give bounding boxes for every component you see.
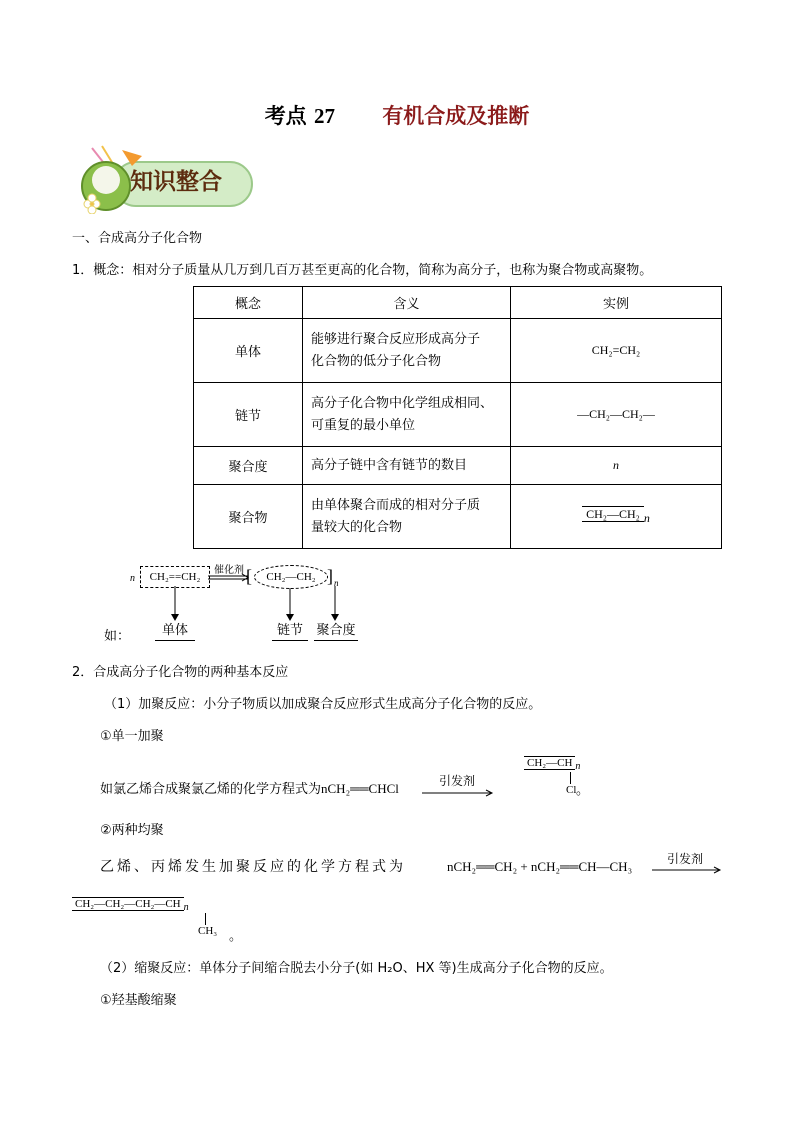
copolymer-bond [205,913,206,925]
diagram-unit: CH₂—CH₂ [254,565,328,589]
arrow-head-icon [286,614,294,621]
copolymer-structure [72,898,189,913]
table-cell-name: 聚合物 [194,485,303,549]
table-cell-name: 聚合度 [194,447,303,485]
pvc-chain: CH₂—CH [524,756,575,770]
copolymer-chain: CH₂—CH₂—CH₂—CH [72,897,184,911]
hydroxy-acid-title: ①羟基酸缩聚 [100,993,177,1008]
initiator-label-2: 引发剂 [666,852,703,866]
arrow-head-icon [331,614,339,621]
table-header: 含义 [303,287,511,319]
meaning-line: 化合物的低分子化合物 [311,353,442,369]
diagram-label-unit: 链节 [272,622,308,641]
table-row [194,319,722,383]
diagram-example-label: 如： [104,629,131,644]
diagram-bracket-left: [ [246,566,252,586]
table-row [194,383,722,447]
table-cell-example [511,485,722,549]
meaning-line: 可重复的最小单位 [311,417,416,433]
single-addition-text: 如氯乙烯合成聚氯乙烯的化学方程式为 [100,782,322,797]
arrow-head-icon [171,614,179,621]
meaning-line: 能够进行聚合反应形成高分子 [311,331,481,347]
two-addition-title: ②两种均聚 [100,823,164,838]
end-mark-2: 。 [229,929,243,944]
diagram-sub-n: n [334,578,339,588]
meaning-line: 由单体聚合而成的相对分子质 [311,497,481,513]
table-cell-example: n [511,447,722,485]
polymer-formula: CH₂—CH₂ [582,506,644,522]
table-header-row [194,287,722,319]
page-title [0,100,794,130]
table-cell-example: CH₂=CH₂ [511,319,722,383]
section1-heading: 一、合成高分子化合物 [72,231,203,246]
concept-table [193,286,722,549]
diagram-catalyst: 催化剂 [214,565,244,576]
pvc-bond [570,772,571,784]
table-cell-meaning [303,485,511,549]
table-row [194,485,722,549]
two-addition-formula: nCH₂══CH₂ + nCH₂══CH—CH₃ [447,859,633,874]
diagram-bracket-right: ] [327,566,333,586]
diagram-n: n [130,573,135,584]
section1-paragraph: 1．概念：相对分子质量从几万到几百万甚至更高的化合物，简称为高分子，也称为聚合物或高聚物。 [72,263,653,278]
addition-definition: （1）加聚反应：小分子物质以加成聚合反应形式生成高分子化合物的反应。 [104,697,542,712]
pvc-n: n [575,761,581,772]
table-cell-name: 链节 [194,383,303,447]
table-header: 实例 [511,287,722,319]
meaning-line: 量较大的化合物 [311,519,403,535]
diagram-label-degree: 聚合度 [314,622,358,641]
reaction-arrow-icon [652,866,722,874]
condensation-definition: （2）缩聚反应：单体分子间缩合脱去小分子(如 H₂O、HX 等)生成高分子化合物的反应。 [100,961,613,976]
title-prefix: 考点 [264,104,307,128]
meaning-line: 高分子化合物中化学组成相同、 [311,395,494,411]
table-cell-meaning: 高分子链中含有链节的数目 [303,447,511,485]
table-cell-meaning [303,319,511,383]
table-header: 概念 [194,287,303,319]
table-row [194,447,722,485]
single-addition-title: ①单一加聚 [100,729,164,744]
diagram-arrows [160,586,350,626]
title-number: 27 [314,104,335,128]
reaction-arrow-icon [422,789,494,797]
pvc-cl: Cl [566,784,577,796]
single-addition-sentence [100,780,399,799]
two-addition-text: 乙烯、丙烯发生加聚反应的化学方程式为 [100,859,406,875]
polymer-subscript: n [643,511,650,525]
pvc-structure [524,757,580,772]
table-cell-name: 单体 [194,319,303,383]
diagram-monomer: CH₂==CH₂ [140,566,210,588]
section2-heading: 2．合成高分子化合物的两种基本反应 [72,665,289,680]
copolymer-n: n [183,902,189,913]
end-mark: 。 [576,783,590,798]
copolymer-ch3: CH₃ [198,925,218,937]
initiator-label: 引发剂 [438,774,475,788]
table-cell-meaning [303,383,511,447]
badge-label: 知识整合 [130,168,222,195]
single-addition-formula: nCH₂══CHCl [321,781,399,796]
table-cell-example: —CH₂—CH₂— [511,383,722,447]
title-topic: 有机合成及推断 [382,104,530,128]
diagram-label-monomer: 单体 [155,622,195,641]
diagram-arrow-icon [208,574,250,582]
